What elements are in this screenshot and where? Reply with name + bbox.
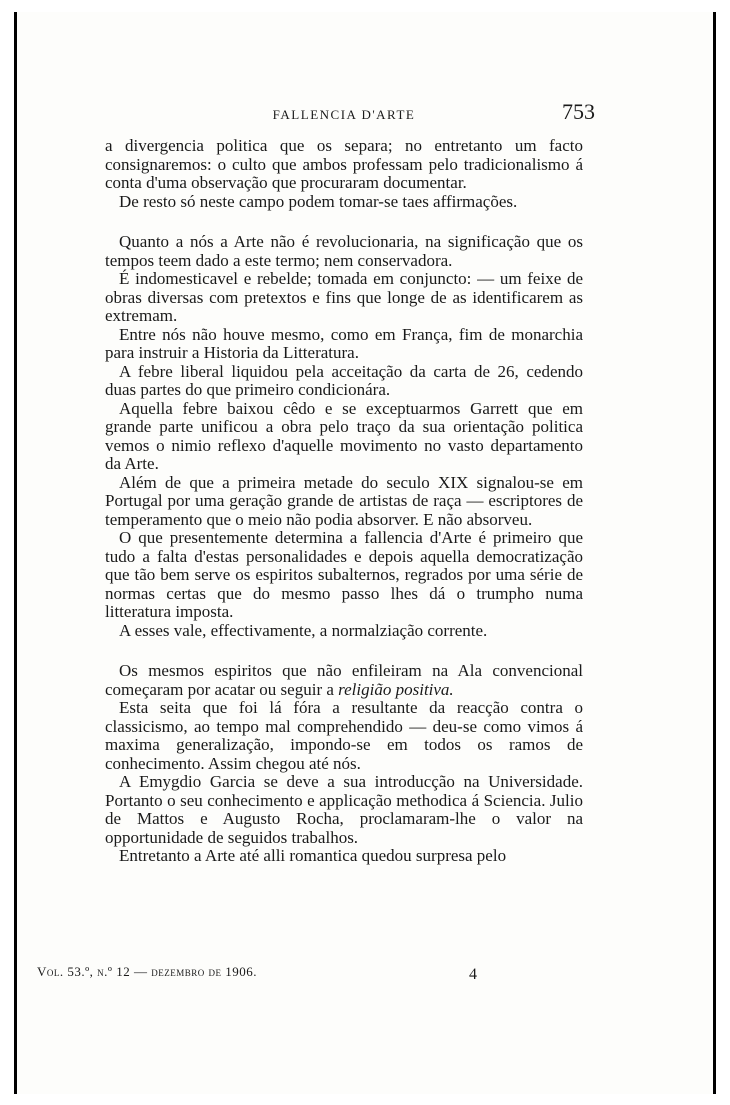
paragraph: a divergencia politica que os separa; no entretanto um facto consignaremos: o culto que ambos professam pelo tradicionalismo á conta d'uma observação que procuraram documentar.	[105, 136, 583, 192]
page-footer	[37, 964, 477, 983]
paragraph: De resto só neste campo podem tomar-se taes affirmações.	[119, 191, 518, 211]
paragraph: É indomesticavel e rebelde; tomada em conjuncto: — um feixe de obras diversas com pretextos e fins que longe de as identificarem as extremam.	[105, 269, 583, 325]
paragraph: Aquella febre baixou cêdo e se exceptuarmos Garrett que em grande parte unificou a obra pelo traço da sua orientação politica vemos o nimio reflexo d'aquelle movimento no vasto departamento da Arte.	[105, 398, 583, 473]
page-frame	[14, 12, 716, 1094]
page-number: 753	[562, 99, 595, 124]
paragraph	[105, 662, 583, 699]
paragraph-text: Os mesmos espiritos que não enfileiram na Ala convencional começaram por acatar ou seguir a	[105, 661, 583, 699]
paragraph: O que presentemente determina a fallencia d'Arte é primeiro que tudo a falta d'estas personalidades e depois aquella democratização que tão bem serve os espiritos subalternos, regrados por uma série de normas certas que do mesmo passo lhes dá o trumpho numa litteratura imposta.	[105, 528, 583, 621]
volume-line: Vol. 53.º, n.º 12 — dezembro de 1906.	[37, 964, 257, 979]
paragraph: A Emygdio Garcia se deve a sua introducção na Universidade. Portanto o seu conhecimento e applicação methodica á Sciencia. Julio de Mattos e Augusto Rocha, proclamaram-lhe o valor na opportunidade de seguidos trabalhos.	[105, 772, 583, 847]
paragraph: Entre nós não houve mesmo, como em França, fim de monarchia para instruir a Historia da Litteratura.	[105, 324, 583, 362]
paragraph: A febre liberal liquidou pela acceitação da carta de 26, cedendo duas partes do que primeiro condicionára.	[105, 361, 583, 399]
paragraph: Quanto a nós a Arte não é revolucionaria, na significação que os tempos teem dado a este termo; nem conservadora.	[105, 232, 583, 270]
page-header	[105, 99, 595, 137]
book-page	[105, 99, 595, 866]
paragraph: Entretanto a Arte até alli romantica quedou surpresa pelo	[119, 846, 507, 865]
emphasis-religiao-positiva: religião positiva.	[338, 679, 454, 699]
running-title: FALLENCIA D'ARTE	[272, 107, 416, 122]
page-body	[105, 137, 583, 866]
paragraph: Além de que a primeira metade do seculo XIX signalou-se em Portugal por uma geração grande de artistas de raça — escriptores de temperamento que o meio não podia absorver. E não absorveu.	[105, 472, 583, 529]
signature-mark: 4	[469, 966, 477, 983]
paragraph: A esses vale, effectivamente, a normalziação corrente.	[119, 620, 488, 640]
paragraph: Esta seita que foi lá fóra a resultante da reacção contra o classicismo, ao tempo mal comprehendido — deu-se como vimos á maxima generalização, impondo-se em todos os ramos de conhecimento. Assim chegou até nós.	[105, 698, 583, 773]
